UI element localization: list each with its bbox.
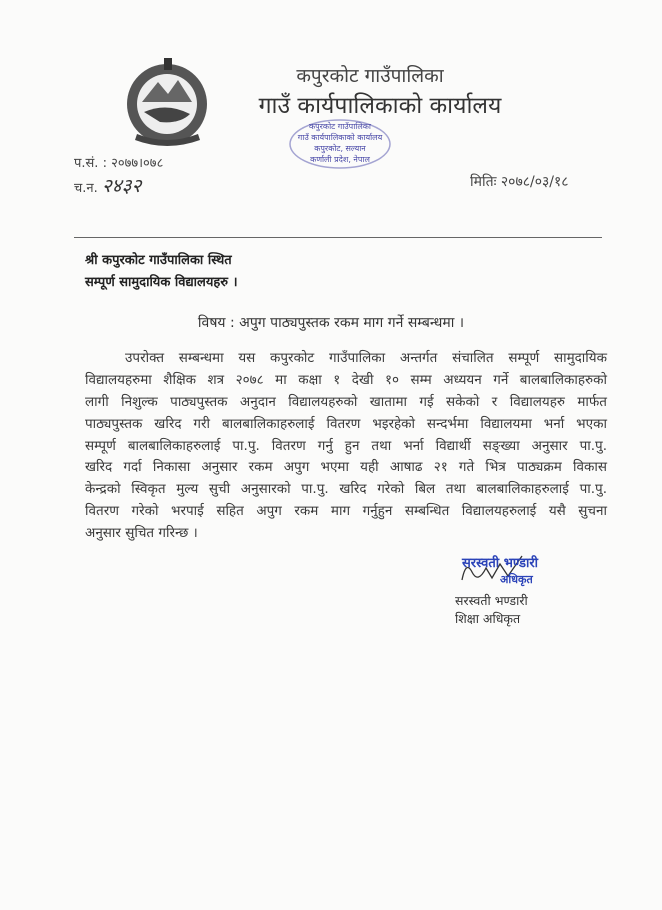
municipality-name: कपुरकोट गाउँपालिका (296, 65, 444, 87)
letter-reference-number: प.सं. : २०७७।०७८ (74, 156, 164, 171)
dispatch-label: च.न. (74, 181, 98, 196)
divider (74, 237, 602, 238)
body-line: पाठ्यपुस्तक खरिद गरी बालबालिकाहरुलाई वितरण भइरहेको सन्दर्भमा विद्यालयमा भर्ना भएका (85, 415, 607, 432)
addressee-line: सम्पूर्ण सामुदायिक विद्यालयहरु । (85, 275, 238, 290)
nepal-emblem-logo (120, 52, 215, 152)
body-line: खरिद गर्दा निकासा अनुसार रकम अपुग भएमा यही आषाढ २१ गते भित्र पाठ्यक्रम विकास (85, 459, 607, 476)
body-line: केन्द्रको स्विकृत मुल्य सुची अनुसारको पा.पु. खरिद गरेको बिल तथा बालबालिकाहरुलाई पा.पु. (85, 481, 607, 498)
seal-line: गाउँ कार्यपालिकाको कार्यालय (297, 133, 383, 142)
signature-stamp-name: सरस्वती भण्डारी (462, 556, 539, 571)
body-line: विद्यालयहरुमा शैक्षिक शत्र २०७८ मा कक्षा १ देखी १० सम्म अध्ययन गर्ने बालबालिकाहरुको (85, 371, 607, 388)
body-line: अनुसार सुचित गरिन्छ । (85, 525, 198, 542)
body-line: सम्पूर्ण बालबालिकाहरुलाई पा.पु. वितरण गर्नु हुन तथा भर्ना विद्यार्थी सङ्ख्या अनुसार पा.पु. (85, 437, 607, 454)
body-line: उपरोक्त सम्बन्धमा यस कपुरकोट गाउँपालिका अन्तर्गत संचालित सम्पूर्ण सामुदायिक (125, 350, 607, 366)
body-line: लागी निशुल्क पाठ्यपुस्तक अनुदान विद्यालयहरुको खातामा गई सकेको र विद्यालयहरु मार्फत (85, 393, 607, 410)
letter-body (85, 348, 607, 545)
office-name: गाउँ कार्यपालिकाको कार्यालय (258, 93, 502, 119)
seal-text (295, 121, 385, 165)
dispatch-value: २४३२ (101, 175, 142, 197)
seal-line: कपुरकोट, सल्यान (314, 144, 366, 153)
body-line: वितरण गरेको भरपाई सहित अपुग रकम माग गर्नुहुन सम्बन्धित विद्यालयहरुलाई यसै सुचना (85, 503, 607, 520)
dispatch-number (74, 172, 141, 198)
addressee-line: श्री कपुरकोट गाउँपालिका स्थित (85, 253, 232, 268)
subject-line: विषय : अपुग पाठ्यपुस्तक रकम माग गर्ने सम्बन्धमा । (197, 315, 465, 331)
signatory-title: शिक्षा अधिकृत (455, 611, 521, 626)
seal-line: कपुरकोट गाउँपालिका (308, 122, 372, 131)
signature-stamp-title: अधिकृत (500, 573, 533, 586)
seal-line: कर्णाली प्रदेश, नेपाल (310, 155, 370, 164)
letter-date: मितिः २०७८/०३/१८ (470, 174, 569, 190)
signatory-name: सरस्वती भण्डारी (455, 593, 528, 608)
